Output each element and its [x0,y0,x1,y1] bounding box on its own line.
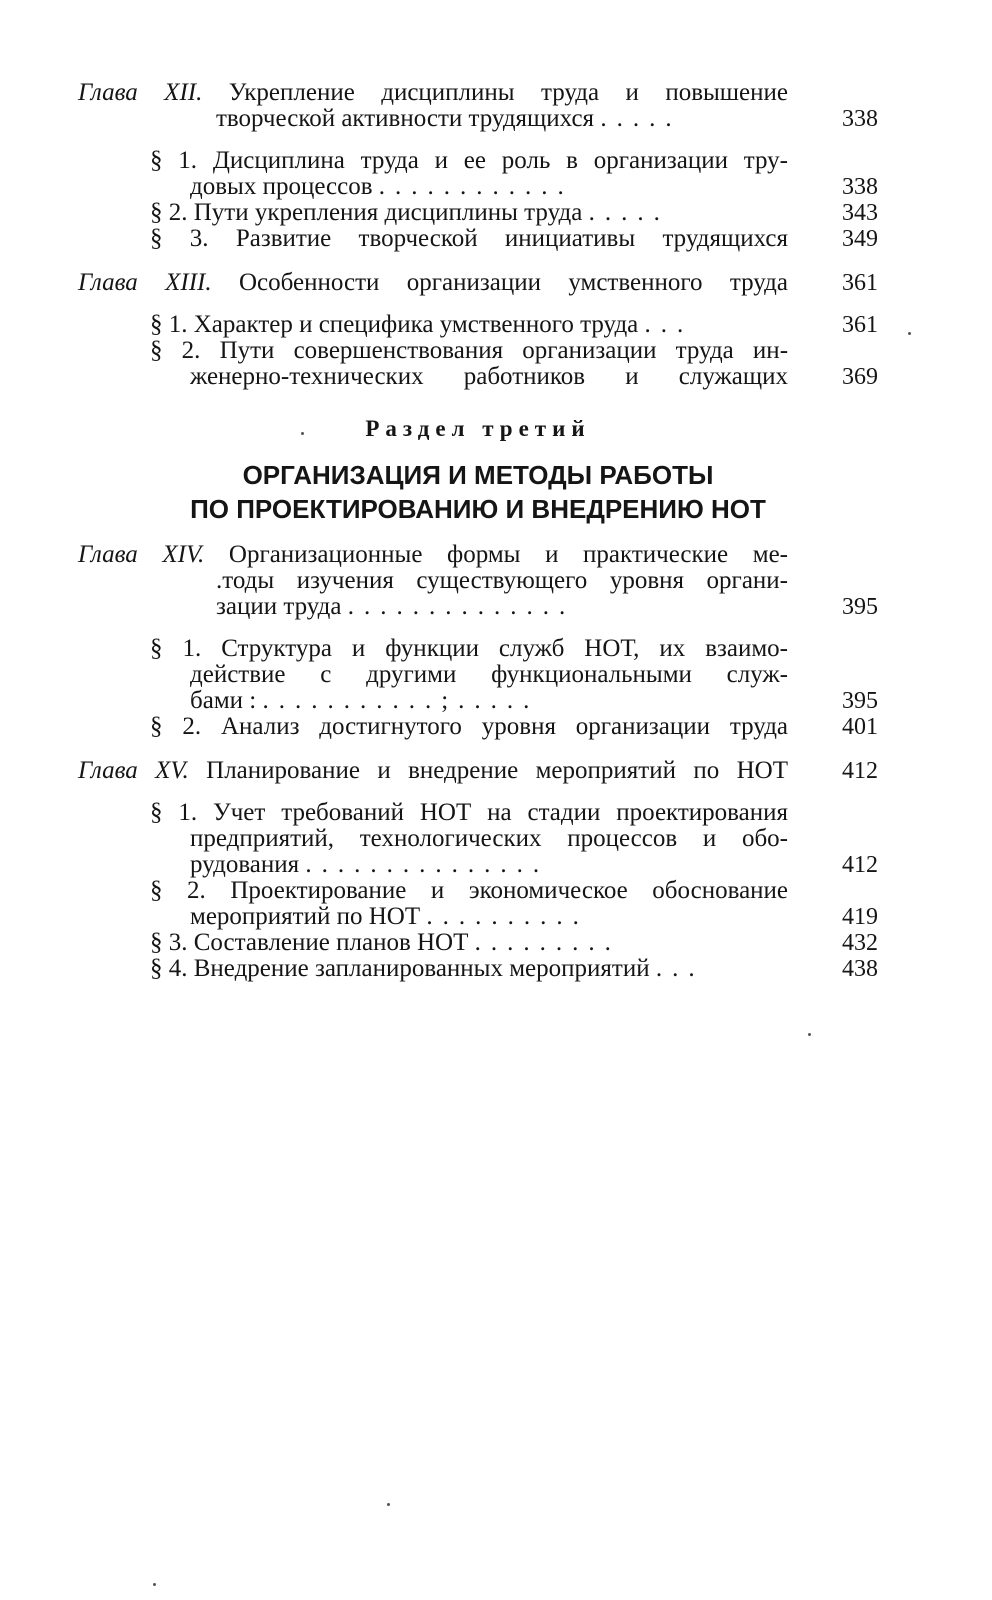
page-number: 343 [842,200,878,226]
section-title-line: действие с другими функциональными служ- [190,661,788,688]
scan-speck [153,1583,156,1586]
leader-dots: ......... [474,929,621,956]
chapter-title-line: Укрепление дисциплины труда и повышение [228,79,788,106]
section-title-line: Учет требований НОТ на стадии проектирования [213,799,788,826]
section-number: § 4. [150,955,188,982]
page-number: 338 [842,106,878,132]
page-number: 395 [842,594,878,620]
section-number: § 2. [150,877,206,904]
leader-dots: ............... [305,851,550,878]
toc-section [78,636,878,714]
page-number: 349 [842,226,878,252]
page-number: 361 [842,312,878,338]
section-title: Характер и специфика умственного труда [193,311,639,338]
chapter-title: Особенности организации умственного труда [239,269,788,296]
toc-section [78,226,878,252]
toc-section [78,956,878,982]
section-title: Пути укрепления дисциплины труда [193,199,583,226]
toc-section [78,200,878,226]
page-number: 361 [842,270,878,296]
section-title-line: Пути совершенствования организации труда ин- [219,337,789,364]
toc-chapter-12 [78,80,878,132]
toc-section [78,878,878,930]
part-title [78,458,878,526]
section-number: § 1. [150,311,188,338]
toc-chapter-15 [78,758,878,784]
section-title: Анализ достигнутого уровня организации труда [220,713,789,740]
section-title-line: бами : [190,687,257,714]
page-number: 401 [842,714,878,740]
section-title-line: довых процессов [190,173,373,200]
scan-speck [301,432,304,435]
toc-section [78,338,878,390]
section-title: Составление планов НОТ [193,929,469,956]
scan-speck [387,1503,390,1506]
section-title: Внедрение запланированных мероприятий [193,955,650,982]
chapter-label: Глава XIII. [78,269,212,296]
scan-speck [908,332,911,335]
section-title-line: женерно-технических работников и служащих [190,363,788,390]
toc-chapter-14 [78,542,878,620]
section-number: § 2. [150,713,202,740]
part-label: Раздел третий [365,416,591,441]
chapter-title-line: творческой активности трудящихся [216,105,595,132]
section-title-line: Дисциплина труда и ее роль в организации тру- [212,147,789,174]
page-number: 419 [842,904,878,930]
leader-dots: ..... [600,105,682,132]
page-number: 412 [842,758,878,784]
leader-dots: ..... [588,199,670,226]
leader-dots: ...........;..... [262,687,540,714]
chapter-label: Глава XV. [78,757,189,784]
part-title-line: ОРГАНИЗАЦИЯ И МЕТОДЫ РАБОТЫ [242,460,714,490]
chapter-title: Планирование и внедрение мероприятий по НОТ [206,757,789,784]
scan-speck [808,1033,811,1036]
toc-section [78,930,878,956]
section-number: § 1. [150,635,202,662]
toc-section [78,148,878,200]
page-number: 412 [842,852,878,878]
section-title-line: предприятий, технологических процессов и обо- [190,825,788,852]
toc-section [78,312,878,338]
part-title-line: ПО ПРОЕКТИРОВАНИЮ И ВНЕДРЕНИЮ НОТ [190,494,766,524]
section-number: § 1. [150,147,198,174]
toc-section [78,800,878,878]
section-title-line: мероприятий по НОТ [190,903,421,930]
page-number: 338 [842,174,878,200]
leader-dots: ............ [378,173,574,200]
chapter-label: Глава XIV. [78,541,205,568]
section-number: § 1. [150,799,198,826]
section-number: § 3. [150,225,209,252]
page-number: 438 [842,956,878,982]
leader-dots: .............. [347,593,576,620]
leader-dots: ... [644,311,694,338]
section-number: § 3. [150,929,188,956]
page-number: 432 [842,930,878,956]
toc-chapter-13 [78,270,878,296]
leader-dots: ... [655,955,705,982]
chapter-title-line: .тоды изучения существующего уровня органи- [216,567,788,594]
section-title-line: рудования [190,851,300,878]
chapter-title-line: Организационные формы и практические ме- [228,541,788,568]
leader-dots: .......... [426,903,589,930]
section-number: § 2. [150,337,201,364]
page-number: 369 [842,364,878,390]
toc-section [78,714,878,740]
section-number: § 2. [150,199,188,226]
section-title-line: Структура и функции служб НОТ, их взаимо- [221,635,789,662]
section-title-line: Проектирование и экономическое обоснование [230,877,789,904]
chapter-label: Глава XII. [78,79,203,106]
section-title: Развитие творческой инициативы трудящихся [235,225,788,252]
table-of-contents [78,80,878,982]
page-number: 395 [842,688,878,714]
chapter-title-line: зации труда [216,593,342,620]
